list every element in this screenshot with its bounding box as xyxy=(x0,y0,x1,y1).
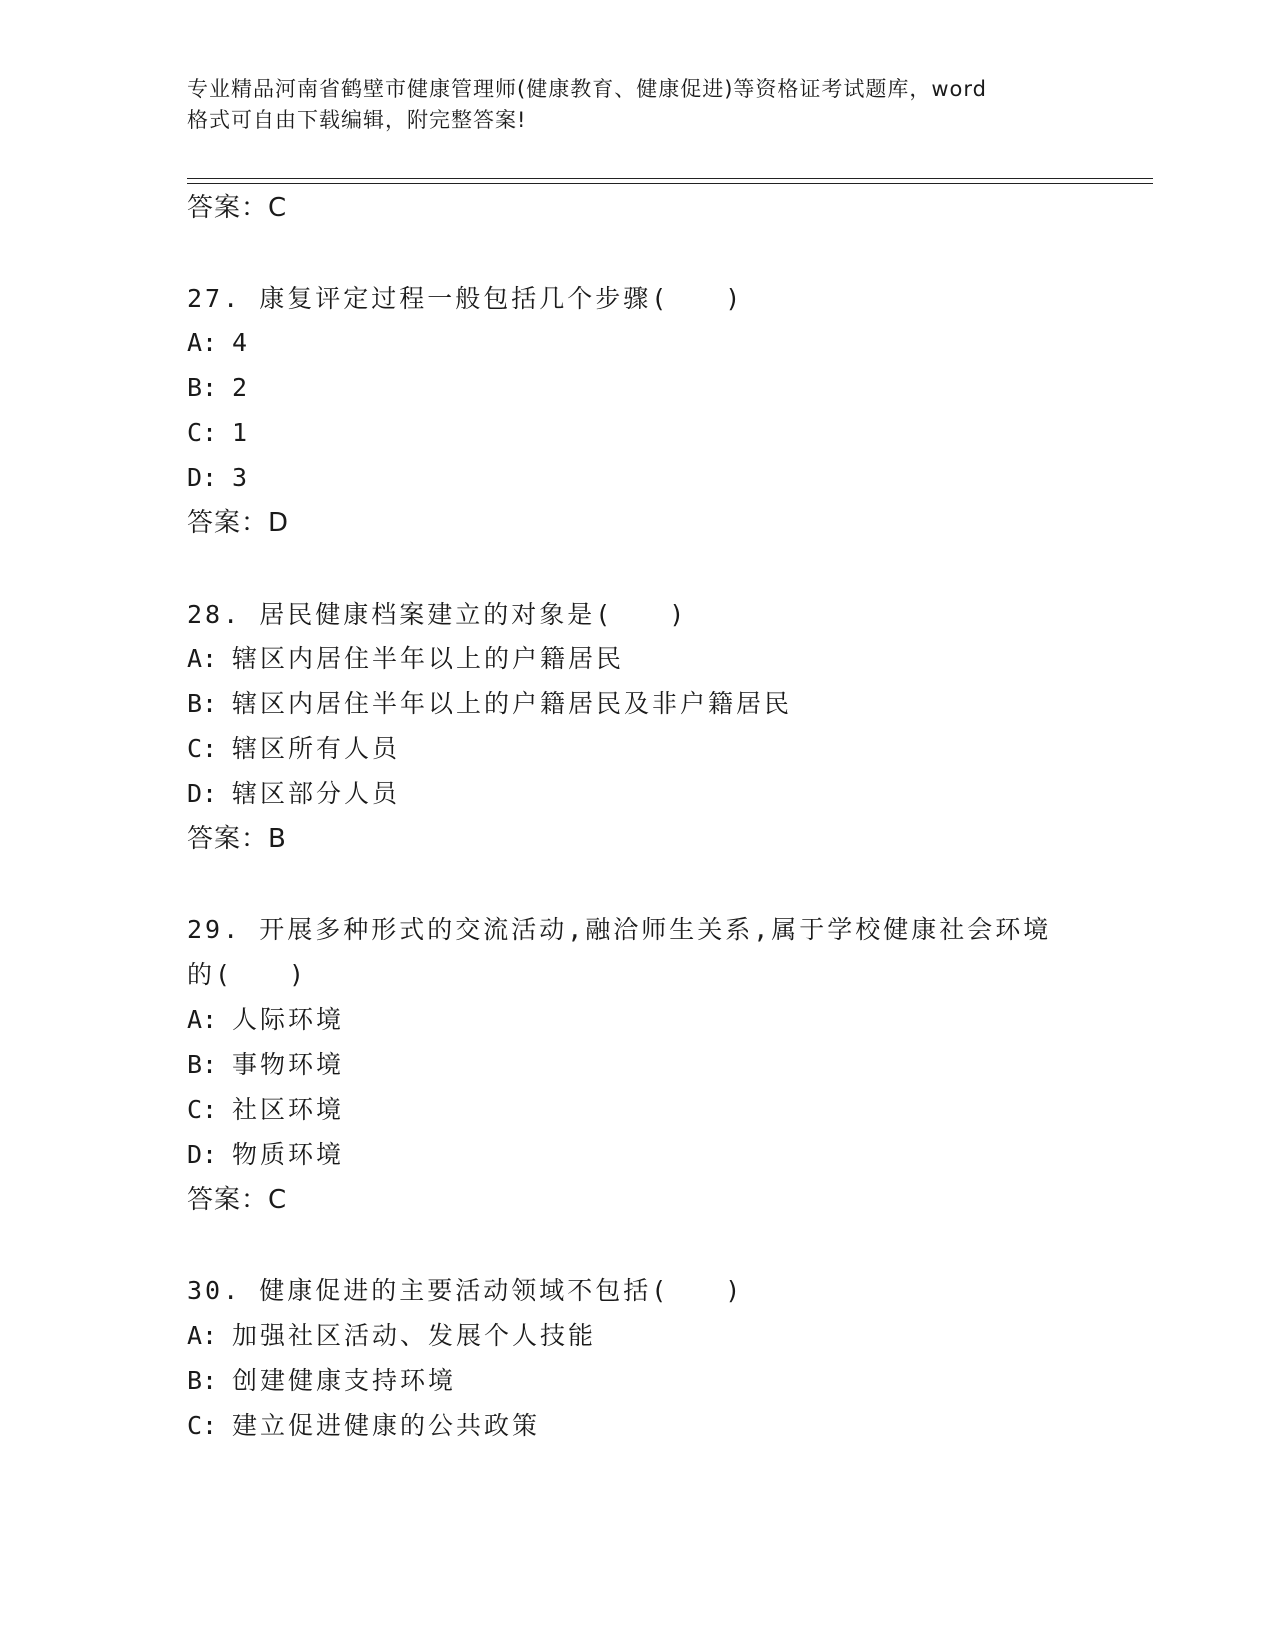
option-text: 4 xyxy=(232,328,251,357)
header-rule-thick xyxy=(187,178,1153,179)
option-key: D: xyxy=(187,779,218,808)
option-text: 加强社区活动、发展个人技能 xyxy=(232,1321,597,1350)
header-line-1: 专业精品河南省鹤壁市健康管理师(健康教育、健康促进)等资格证考试题库，word xyxy=(187,77,988,101)
option-text: 1 xyxy=(232,418,251,447)
question-29-option-b xyxy=(187,1049,1087,1081)
question-27-text: 27. 康复评定过程一般包括几个步骤( ) xyxy=(187,284,744,313)
question-29-text-line-2: 的( ) xyxy=(187,960,308,989)
option-text: 辖区部分人员 xyxy=(232,779,401,808)
option-key: C: xyxy=(187,418,218,447)
question-30-option-c xyxy=(187,1410,1087,1442)
option-key: A: xyxy=(187,1321,218,1350)
option-key: D: xyxy=(187,463,218,492)
question-29-text-line-1: 29. 开展多种形式的交流活动,融洽师生关系,属于学校健康社会环境 xyxy=(187,915,1052,944)
option-key: A: xyxy=(187,644,218,673)
header-rule-thin xyxy=(187,183,1153,184)
option-text: 辖区所有人员 xyxy=(232,734,401,763)
question-28-option-d xyxy=(187,778,1087,810)
option-text: 3 xyxy=(232,463,251,492)
question-28-option-a xyxy=(187,643,1087,675)
option-text: 2 xyxy=(232,373,251,402)
option-text: 辖区内居住半年以上的户籍居民及非户籍居民 xyxy=(232,689,793,718)
question-28-answer: 答案：B xyxy=(187,824,287,854)
question-29-answer: 答案：C xyxy=(187,1185,288,1215)
option-text: 建立促进健康的公共政策 xyxy=(232,1411,541,1440)
option-key: B: xyxy=(187,689,218,718)
option-key: A: xyxy=(187,328,218,357)
question-30-option-a xyxy=(187,1320,1087,1352)
question-28-text: 28. 居民健康档案建立的对象是( ) xyxy=(187,600,688,629)
question-30-text: 30. 健康促进的主要活动领域不包括( ) xyxy=(187,1276,744,1305)
option-key: B: xyxy=(187,373,218,402)
option-text: 人际环境 xyxy=(232,1005,345,1034)
option-key: A: xyxy=(187,1005,218,1034)
option-text: 事物环境 xyxy=(232,1050,345,1079)
option-text: 物质环境 xyxy=(232,1140,345,1169)
question-28-option-c xyxy=(187,733,1087,765)
header-line-2: 格式可自由下载编辑，附完整答案! xyxy=(187,108,527,132)
question-27-option-b xyxy=(187,372,1087,404)
document-header xyxy=(187,74,1087,136)
option-key: C: xyxy=(187,1411,218,1440)
question-27-option-a xyxy=(187,327,1087,359)
question-28-option-b xyxy=(187,688,1087,720)
question-27-option-c xyxy=(187,417,1087,449)
question-27-option-d xyxy=(187,462,1087,494)
option-key: C: xyxy=(187,734,218,763)
option-key: D: xyxy=(187,1140,218,1169)
option-key: B: xyxy=(187,1050,218,1079)
option-text: 辖区内居住半年以上的户籍居民 xyxy=(232,644,625,673)
question-29-option-d xyxy=(187,1139,1087,1171)
question-29-option-a xyxy=(187,1004,1087,1036)
option-key: C: xyxy=(187,1095,218,1124)
question-27-answer: 答案：D xyxy=(187,508,290,538)
option-text: 社区环境 xyxy=(232,1095,345,1124)
question-30-option-b xyxy=(187,1365,1087,1397)
option-key: B: xyxy=(187,1366,218,1395)
answer-top: 答案：C xyxy=(187,193,288,223)
question-29-option-c xyxy=(187,1094,1087,1126)
option-text: 创建健康支持环境 xyxy=(232,1366,457,1395)
